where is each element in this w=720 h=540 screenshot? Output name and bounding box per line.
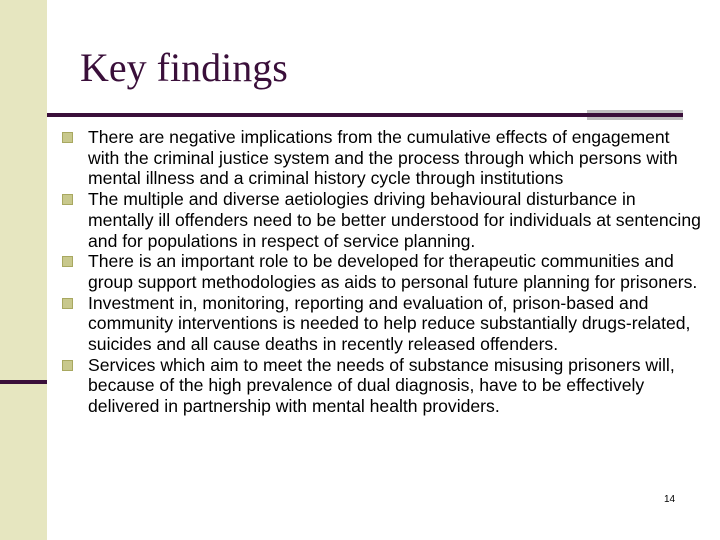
bullet-item	[62, 127, 702, 189]
bullet-text: There are negative implications from the cumulative effects of engagement with the criminal justice system and the process through which persons with mental illness and a criminal history cycle through institutions	[88, 127, 678, 189]
bullet-list	[62, 127, 702, 417]
bullet-text: There is an important role to be developed for therapeutic communities and group support methodologies as aids to personal future planning for prisoners.	[88, 251, 698, 292]
bullet-text: Services which aim to meet the needs of substance misusing prisoners will, because of the high prevalence of dual diagnosis, have to be effectively delivered in partnership with mental health providers.	[88, 354, 675, 417]
bullet-item	[62, 251, 702, 292]
left-accent-line	[0, 380, 47, 384]
title-underline	[47, 113, 683, 117]
slide-title: Key findings	[80, 45, 288, 90]
square-bullet-icon	[62, 256, 73, 267]
square-bullet-icon	[62, 360, 73, 371]
left-decorative-band	[0, 0, 47, 540]
bullet-text: The multiple and diverse aetiologies driving behavioural disturbance in mentally ill offenders need to be better understood for individuals at sentencing and for populations in respect of service planning.	[88, 189, 701, 251]
square-bullet-icon	[62, 298, 73, 309]
bullet-text: Investment in, monitoring, reporting and evaluation of, prison-based and community interventions is needed to help reduce substantially drugs-related, suicides and all cause deaths in recently released offenders.	[88, 292, 691, 355]
square-bullet-icon	[62, 194, 73, 205]
bullet-item	[62, 189, 702, 251]
bullet-item	[62, 355, 702, 417]
bullet-item	[62, 293, 702, 355]
square-bullet-icon	[62, 132, 73, 143]
page-number: 14	[664, 494, 676, 505]
